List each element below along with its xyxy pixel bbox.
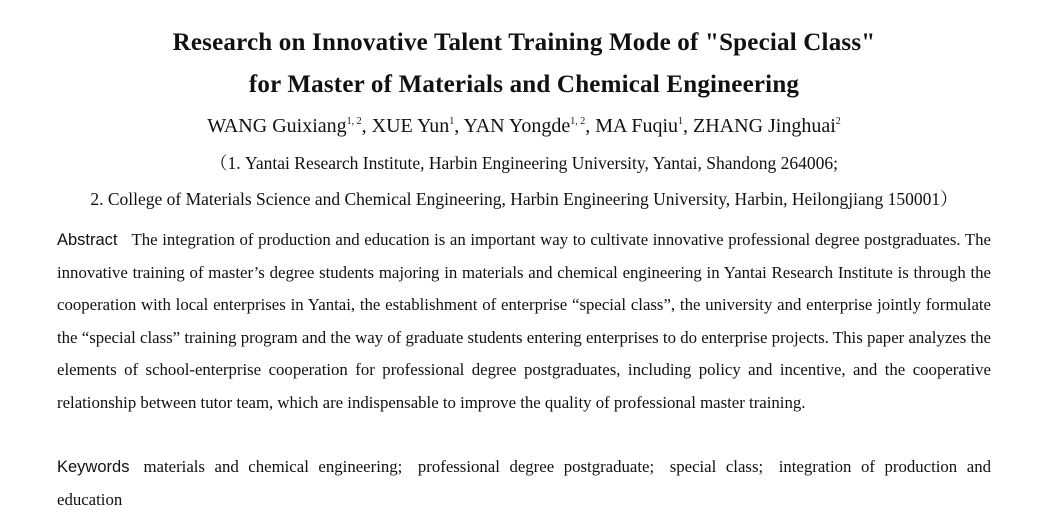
affiliation-2: 2. College of Materials Science and Chemical Engineering, Harbin Engineering University, Harbin, Heilongjiang 150001）: [90, 189, 958, 209]
abstract-section: [57, 224, 991, 419]
author-name: ZHANG Jinghuai: [693, 115, 836, 137]
abstract-label: Abstract: [57, 231, 118, 249]
author-name: XUE Yun: [371, 115, 450, 137]
author-separator: ,: [361, 115, 372, 137]
keyword-item: materials and chemical engineering;: [143, 457, 403, 476]
author-separator: ,: [454, 115, 464, 137]
author-name: YAN Yongde: [463, 115, 571, 137]
keyword-item: professional degree postgraduate;: [417, 457, 655, 476]
keywords-label: Keywords: [57, 458, 130, 476]
keywords-section: [57, 451, 991, 516]
author-2: [372, 115, 464, 137]
author-affiliation-marker: 2: [835, 116, 841, 127]
author-3: [464, 115, 596, 137]
author-affiliation-marker: 1, 2: [570, 116, 586, 127]
author-affiliation-marker: 1, 2: [346, 116, 362, 127]
author-affiliation-marker: 1: [449, 116, 455, 127]
paper-title-line-1: Research on Innovative Talent Training Mode of "Special Class": [172, 29, 876, 56]
affiliation-1: （1. Yantai Research Institute, Harbin Engineering University, Yantai, Shandong 264006;: [210, 153, 838, 173]
author-separator: ,: [585, 115, 596, 137]
author-affiliation-marker: 1: [678, 116, 684, 127]
author-separator: ,: [683, 115, 694, 137]
author-1: [207, 115, 371, 137]
author-list: [0, 113, 1048, 139]
author-4: [595, 115, 693, 137]
keyword-item: integration of production and education: [57, 457, 991, 509]
author-5: [693, 115, 841, 137]
author-name: MA Fuqiu: [595, 115, 679, 137]
author-name: WANG Guixiang: [207, 115, 347, 137]
abstract-text: The integration of production and education is an important way to cultivate innovative professional degree postgraduates. The innovative training of master’s degree students majoring in materials and chemical engineering in Yantai Research Institute is through the cooperation with local enterprises in Yantai, the establishment of enterprise “special class”, the university and enterprise jointly formulate the “special class” training program and the way of graduate students entering enterprises to do enterprise projects. This paper analyzes the elements of school-enterprise cooperation for professional degree postgraduates, including policy and incentive, and the cooperative relationship between tutor team, which are indispensable to improve the quality of professional master training.: [57, 230, 991, 412]
paper-title-line-2: for Master of Materials and Chemical Engineering: [248, 71, 800, 98]
keyword-item: special class;: [669, 457, 764, 476]
